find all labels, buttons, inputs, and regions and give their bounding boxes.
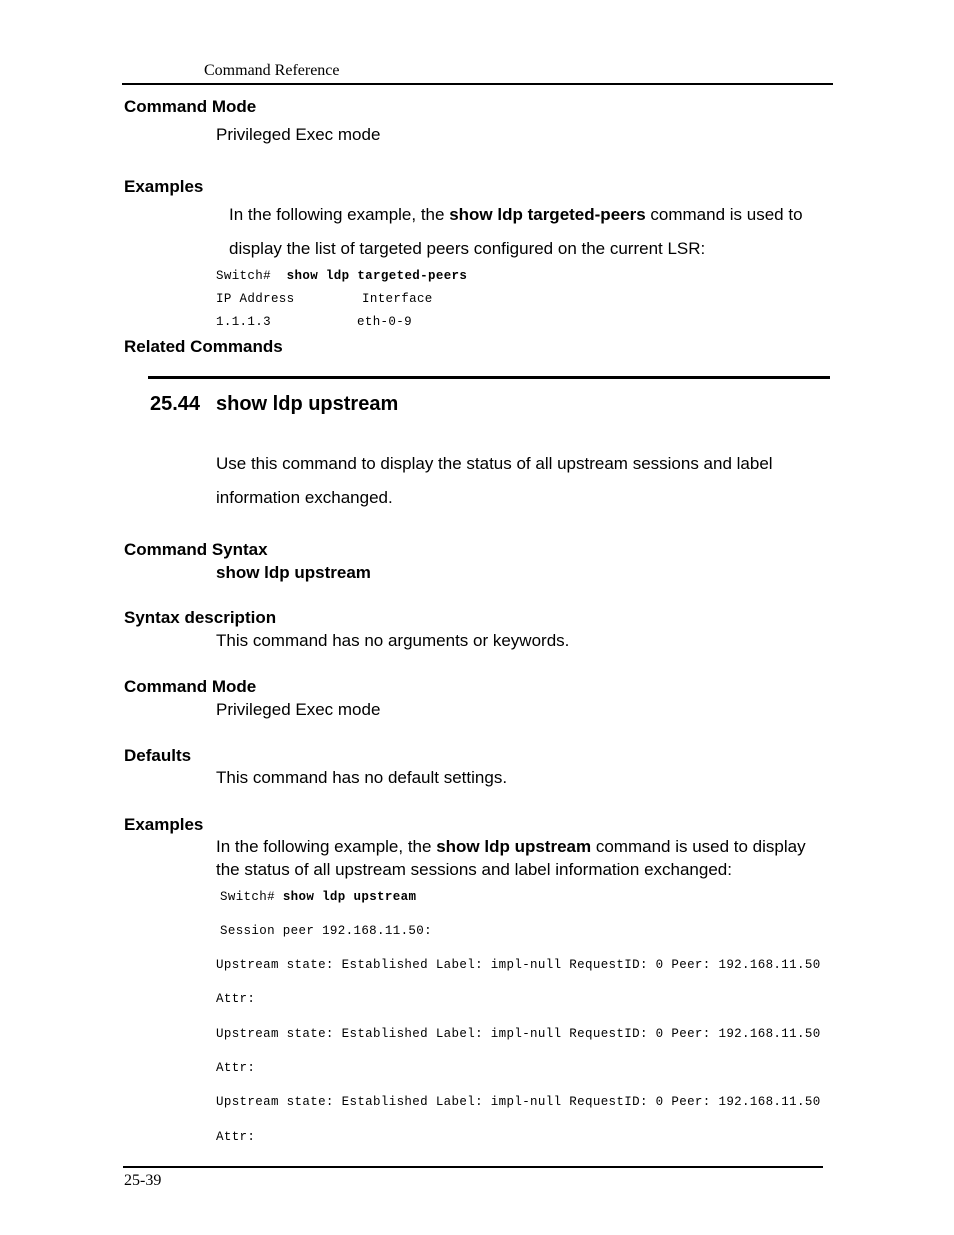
example-intro-line1: In the following example, the show ldp targeted-peers command is used to [229,205,803,224]
example-line1: In the following example, the show ldp upstream command is used to display [216,837,806,856]
command-mode-text: Privileged Exec mode [216,125,381,144]
code-row-interface: eth-0-9 [357,315,412,329]
code-row-ip: 1.1.1.3 [216,315,271,329]
code-attr-line: Attr: [216,1061,256,1075]
running-header: Command Reference [204,62,340,79]
code-col2-header: Interface [362,292,433,306]
examples-heading: Examples [124,177,204,196]
command-syntax-text: show ldp upstream [216,563,371,582]
code-attr-line: Attr: [216,1130,256,1144]
defaults-text: This command has no default settings. [216,768,508,787]
section-title: show ldp upstream [216,393,399,415]
code-upstream-line: Upstream state: Established Label: impl-null RequestID: 0 Peer: 192.168.11.50 [216,958,821,972]
code-attr-line: Attr: [216,992,256,1006]
example-command: show ldp upstream [436,837,592,856]
command-mode-heading: Command Mode [124,97,257,116]
example-intro-command: show ldp targeted-peers [449,205,646,224]
example-intro-line2: display the list of targeted peers configured on the current LSR: [229,239,706,258]
code-col1-header: IP Address [216,292,295,306]
code-prompt-line-2: Switch# show ldp upstream [220,890,417,904]
description-line1: Use this command to display the status of all upstream sessions and label [216,454,773,473]
defaults-heading: Defaults [124,746,192,765]
example-line2: the status of all upstream sessions and label information exchanged: [216,860,732,879]
section-rule [148,376,830,379]
command-syntax-heading: Command Syntax [124,540,268,559]
syntax-description-heading: Syntax description [124,608,277,627]
code-prompt-line: Switch# show ldp targeted-peers [216,269,468,283]
header-rule [122,83,833,85]
description-line2: information exchanged. [216,488,393,507]
footer-rule [123,1166,823,1168]
code-upstream-line: Upstream state: Established Label: impl-null RequestID: 0 Peer: 192.168.11.50 [216,1027,821,1041]
code-upstream-line: Upstream state: Established Label: impl-null RequestID: 0 Peer: 192.168.11.50 [216,1095,821,1109]
section-number: 25.44 [150,393,201,415]
page-number: 25-39 [124,1172,162,1189]
command-mode-text-2: Privileged Exec mode [216,700,381,719]
examples-heading-2: Examples [124,815,204,834]
code-session-line: Session peer 192.168.11.50: [220,924,432,938]
related-commands-heading: Related Commands [124,337,283,356]
command-mode-heading-2: Command Mode [124,677,257,696]
syntax-description-text: This command has no arguments or keywords. [216,631,570,650]
